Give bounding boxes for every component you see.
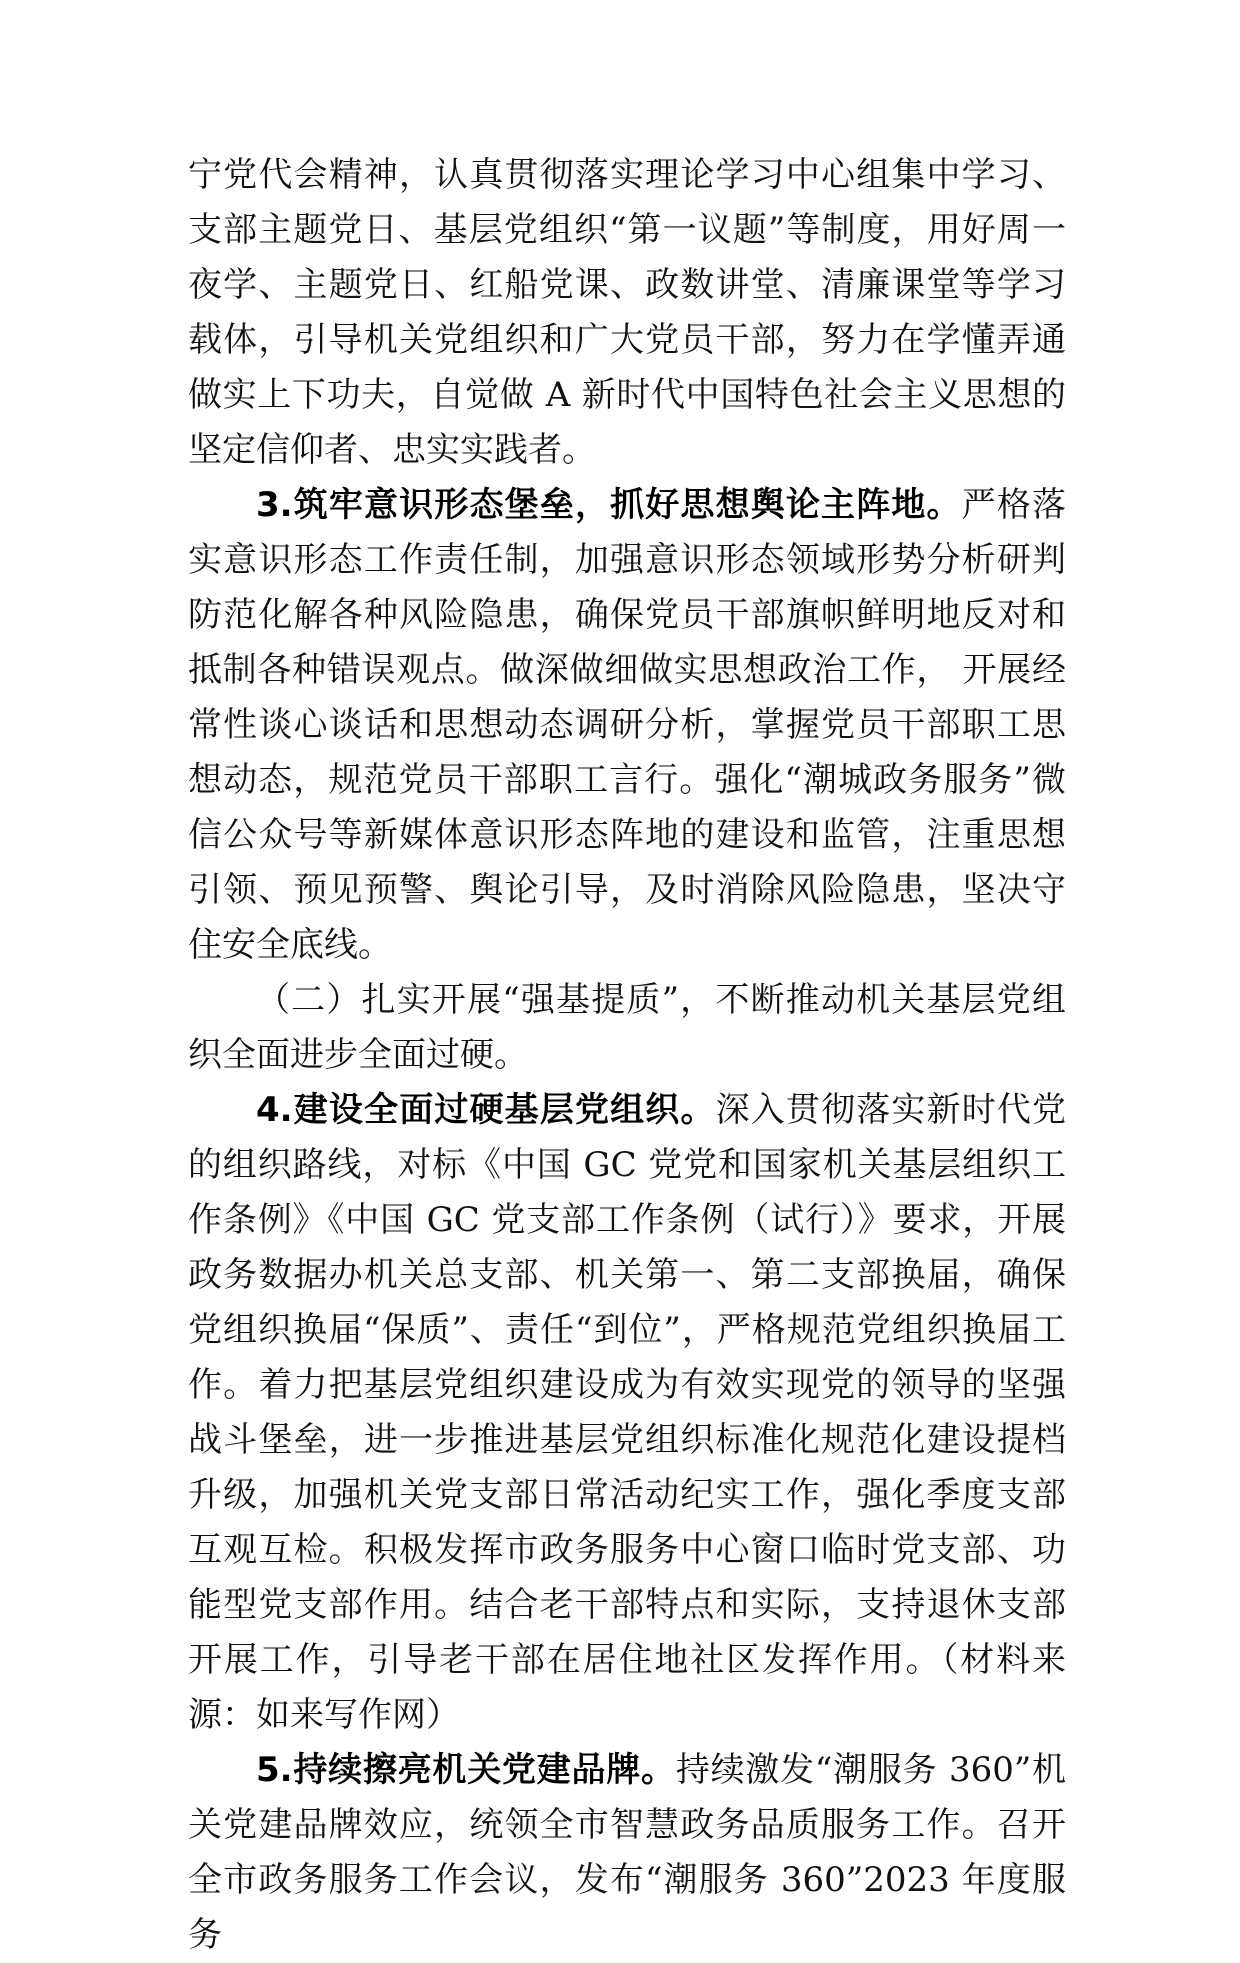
paragraph-body: 宁党代会精神，认真贯彻落实理论学习中心组集中学习、支部主题党日、基层党组织“第一议题”等制度，用好周一夜学、主题党日、红船党课、政数讲堂、清廉课堂等学习载体，引导机关党组织和广大党员干部，努力在学懂弄通做实上下功夫，自觉做 A 新时代中国特色社会主义思想的坚定信仰者、忠实实践者。	[188, 155, 1066, 470]
paragraph-body: （二）扎实开展“强基提质”，不断推动机关基层党组织全面进步全面过硬。	[188, 980, 1066, 1075]
paragraph-grassroots	[188, 1083, 1066, 1743]
paragraph-continuation	[188, 148, 1066, 478]
paragraph-brand	[188, 1743, 1066, 1963]
paragraph-body: 持续激发“潮服务 360”机关党建品牌效应，统领全市智慧政务品质服务工作。召开全市政务服务工作会议，发布“潮服务 360”2023 年度服务	[188, 1750, 1067, 1955]
paragraph-heading: 4.建设全面过硬基层党组织。	[256, 1090, 716, 1130]
paragraph-heading: 5.持续擦亮机关党建品牌。	[256, 1750, 676, 1790]
section-heading	[188, 973, 1066, 1083]
paragraph-body: 严格落实意识形态工作责任制，加强意识形态领域形势分析研判防范化解各种风险隐患，确保党员干部旗帜鲜明地反对和抵制各种错误观点。做深做细做实思想政治工作， 开展经常性谈心谈话和思想动态调研分析，掌握党员干部职工思想动态，规范党员干部职工言行。强化“潮城政务服务”微信公众号等新媒体意识形态阵地的建设和监管，注重思想引领、预见预警、舆论引导，及时消除风险隐患，坚决守住安全底线。	[188, 485, 1066, 965]
paragraph-heading: 3.筑牢意识形态堡垒，抓好思想舆论主阵地。	[256, 485, 962, 525]
document-body	[188, 148, 1066, 1963]
paragraph-body: 深入贯彻落实新时代党的组织路线，对标《中国 GC 党党和国家机关基层组织工作条例》《中国 GC 党支部工作条例（试行）》要求，开展政务数据办机关总支部、机关第一、第二支部换届，确保党组织换届“保质”、责任“到位”，严格规范党组织换届工作。着力把基层党组织建设成为有效实现党的领导的坚强战斗堡垒，进一步推进基层党组织标准化规范化建设提档升级，加强机关党支部日常活动纪实工作，强化季度支部互观互检。积极发挥市政务服务中心窗口临时党支部、功能型党支部作用。结合老干部特点和实际，支持退休支部开展工作，引导老干部在居住地社区发挥作用。（材料来源：如来写作网）	[188, 1090, 1067, 1735]
paragraph-ideology	[188, 478, 1066, 973]
